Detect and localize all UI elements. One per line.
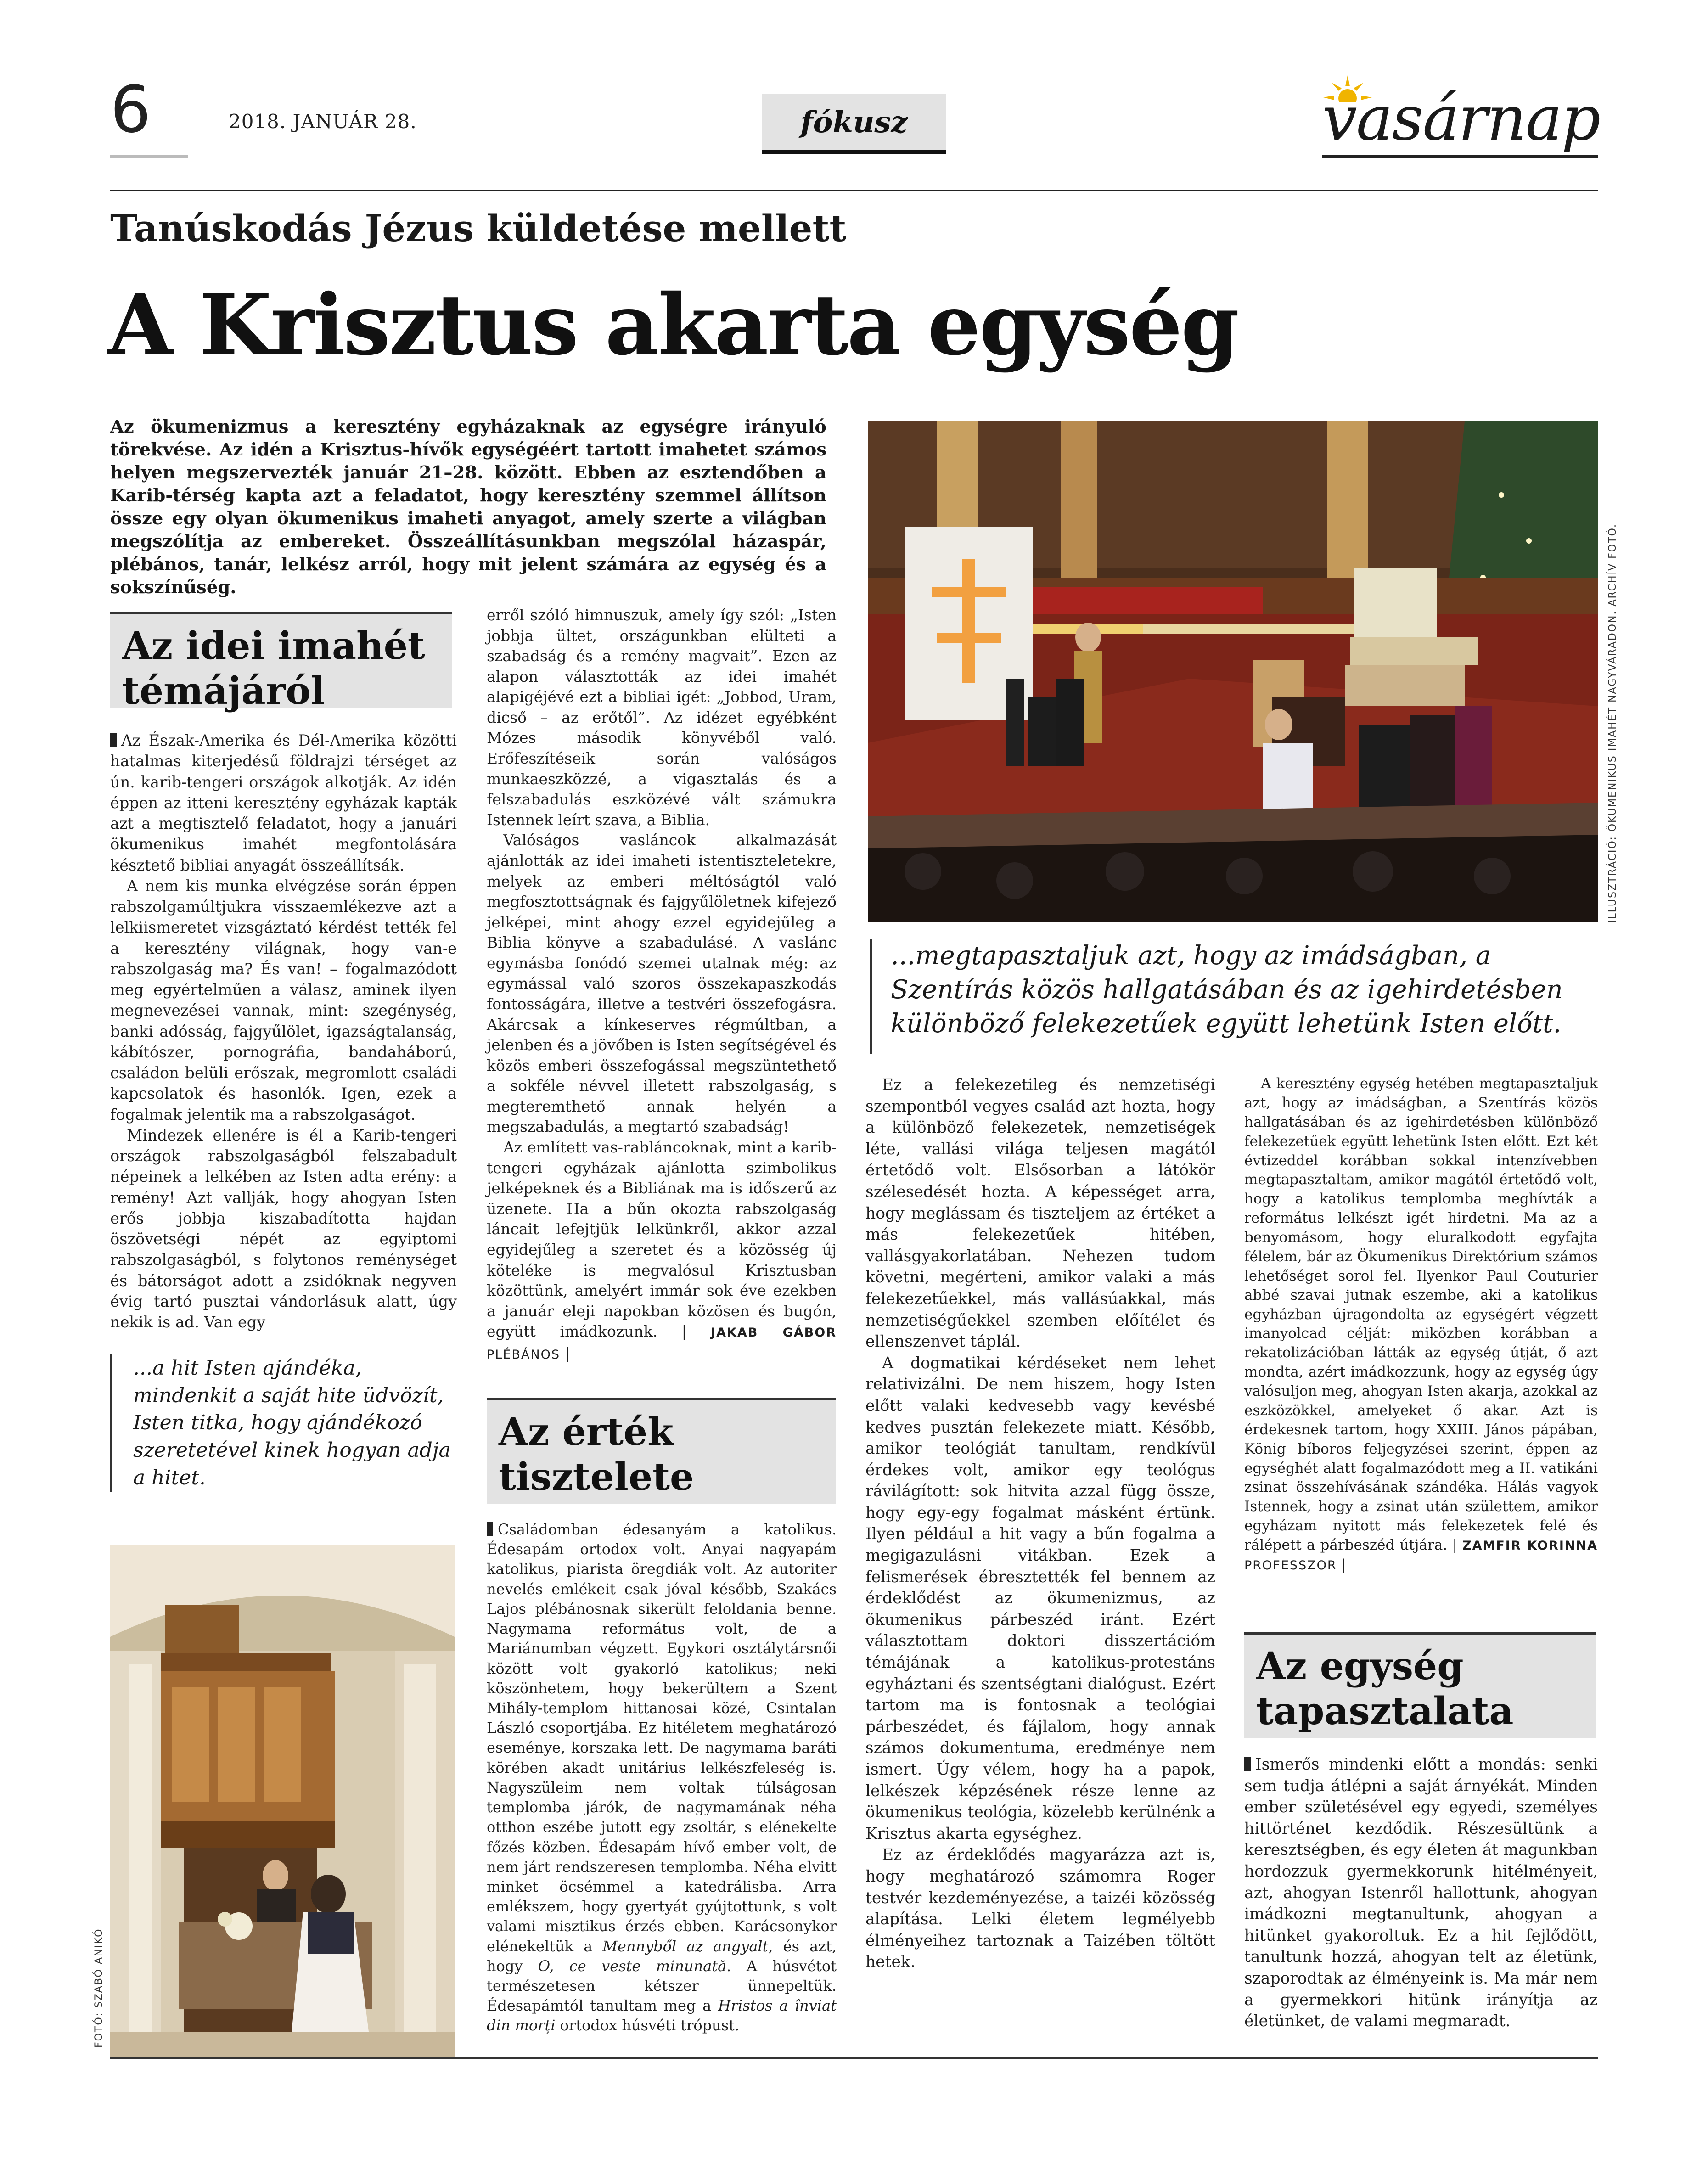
section-heading-imahet xyxy=(110,612,452,713)
article-lead: Az ökumenizmus a keresztény egyházaknak az egységre irányuló törekvése. Az idén a Krisztus-hívők egységéért tartott imahetet számos helyen megszervezték január 21–28. között. Ebben az esztendőben a Karib-térség kapta azt a feladatot, hogy keresztény szemmel állítson össze egy olyan ökumenikus imaheti anyagot, amely szerte a világban megszólítja az embereket. Összeállításunkban megszólal házaspár, plébános, tanár, lelkész arról, hogy mit jelent számára az egység és a sokszínűség. xyxy=(110,416,826,598)
article-column-3 xyxy=(865,1074,1215,2052)
masthead-logo-text: vasárnap xyxy=(1322,83,1600,154)
byline-end-separator: | xyxy=(560,1344,570,1362)
article-kicker: Tanúskodás Jézus küldetése mellett xyxy=(110,207,847,250)
paragraph xyxy=(487,1137,837,1365)
paragraph-text: Az Észak-Amerika és Dél-Amerika közötti hatalmas kiterjedésű földrajzi térséget az ún. karib-tengeri országok alkotják. Az idén éppen az itteni keresztény egyházak kapták azt a megtisztelő feladatot, hogy a januári ökumenikus imahét megfontolására késztető bibliai anyagát összeállítsák. xyxy=(110,731,457,874)
masthead-rule xyxy=(1322,155,1598,158)
byline-role: PROFESSZOR xyxy=(1244,1558,1337,1573)
paragraph: erről szóló himnuszuk, amely így szól: „Isten jobbja ültet, országunkban elülteti a szabadság és a remény magvait”. Ezen az alapon választották az idei imahét alapigéjévé ezt a bibliai igét: „Jobbod, Uram, dicső – az erőtől”. Az idézet egyébként Mózes második könyvéből való. Erőfeszítéseik során valóságos munkaeszközzé, a vigasztalás és a felszabadulás eszközévé vált számukra Istennek leírt szava, a Biblia. xyxy=(487,606,837,829)
paragraph: Ez a felekezetileg és nemzetiségi szempontból vegyes család azt hozta, hogy a különböző felekezetek, nemzetiségek léte, vallási világa teljesen magától értetődő volt. Elsősorban a látókör szélesedését hozta. A képességet arra, hogy meglássam és tiszteljem az értéket a más felekezetűek hitében, vallásgyakorlatában. Nehezen tudom követni, megérteni, amikor valaki a más felekezetűekkel, más vallásúakkal, más nemzetiségűekkel szemben előítélet és ellenszenvet táplál. xyxy=(865,1076,1215,1351)
photo-ecumenical-service-image xyxy=(868,421,1598,922)
paragraph-marker xyxy=(487,1522,493,1536)
byline-author: ZAMFIR KORINNA xyxy=(1462,1539,1598,1553)
byline-separator: | xyxy=(681,1322,711,1341)
paragraph-text: Ismerős mindenki előtt a mondás: senki sem tudja átlépni a saját árnyékát. Minden ember születésével egy egyedi, személyes hittörténet kezdődik. Részesültünk a keresztségben, és egy életen át magunkban hordozzuk gyermekkorunk hitélményeit, azt, ahogyan Istenről hallottunk, ahogyan imádkozni megtanultunk, ahogyan a hitünket gyakoroltuk. Ez a hit fejlődött, tanultunk hozzá, ahogyan telt az életünk, szaporodtak az élményeink is. Ma már nem a gyermekkori hitünk irányítja az életünket, de valami megmaradt. xyxy=(1244,1755,1598,2031)
photo-credit: ILLUSZTRÁCIÓ: ÖKUMENIKUS IMAHÉT NAGYVÁRADON. ARCHÍV FOTÓ. xyxy=(1607,523,1618,923)
page-number-rule xyxy=(110,155,188,158)
paragraph xyxy=(1244,1074,1598,1575)
photo-wedding-pulpit xyxy=(110,1545,455,2057)
song-title: O, ce veste minunată xyxy=(538,1957,727,1975)
article-column-2 xyxy=(487,605,837,1381)
paragraph: Ez az érdeklődés magyarázza azt is, hogy meghatározó számomra Roger testvér kezdeményezése, a taizéi közösség alapítása. Lelki életem legmélyebb élményeihez tartoznak a Taizében töltött hetek. xyxy=(865,1846,1215,1972)
section-label xyxy=(762,94,946,154)
paragraph-text: Családomban édesanyám a katolikus. Édesapám ortodox volt. Anyai nagyapám katolikus, piarista öregdiák volt. Az autoriter nevelés emlékeit csak jóval később, Szakács Lajos plébánosnak sikerült feloldania benne. Nagymama református volt, de a Mariánumban végzett. Egykori osztálytársnői között volt gyakorló katolikus; neki köszönhetem, hogy bekerültem a Szent Mihály-templom hittanosai közé, Csintalan László csoportjába. Ez hitéletem meghatározó eseménye, korszaka lett. De nagymama baráti körében akadt unitárius lelkészfeleség is. Nagyszüleim nem voltak túlságosan templomba járók, de nagymamának néha otthon eszébe jutott egy zsoltár, s elénekelte főzés közben. Édesapám hívő ember volt, de nem járt rendszeresen templomba. Néha elvitt minket öcsémmel a katedrálisba. Arra emlékszem, hogy gyertyát gyújtottunk, s volt valami misztikus érzés ebben. Karácsonykor elénekeltük a xyxy=(487,1521,837,1955)
paragraph-marker xyxy=(110,733,117,747)
song-title: Mennyből az angyalt xyxy=(602,1937,769,1955)
paragraph: A nem kis munka elvégzése során éppen rabszolgamúltjukra visszaemlékezve azt a lelkiismeretet vizsgáztató kérdést tették fel a keresztény világnak, hogy van-e rabszolgaság ma? És van! – fogalmazódott meg egyértelműen a válasz, aminek ilyen megnevezései vannak, mint: szegénység, banki adósság, fajgyűlölet, igazságtalanság, kábítószer, pornográfia, bandaháború, családon belüli erőszak, megromlott családi kapcsolatok és hasonlók. Igen, ezek a fogalmak jelentik ma a rabszolgaságot. xyxy=(110,877,457,1124)
header-divider xyxy=(110,190,1598,191)
paragraph xyxy=(487,1520,837,2036)
section-heading-line: Az egység xyxy=(1256,1644,1464,1688)
section-heading-line: Az idei imahét xyxy=(122,624,425,668)
section-heading-line: tapasztalata xyxy=(1256,1689,1514,1733)
pull-quote: ...megtapasztaljuk azt, hogy az imádságban, a Szentírás közös hallgatásában és az igehirdetésben különböző felekezetűek együtt lehetünk Isten előtt. xyxy=(870,939,1598,1054)
paragraph-marker xyxy=(1244,1757,1251,1771)
photo-wedding-pulpit-image xyxy=(110,1545,455,2057)
article-column-4 xyxy=(1244,1074,1598,1602)
section-heading-line: tisztelete xyxy=(499,1455,694,1499)
footer-divider xyxy=(110,2057,1598,2059)
section-label-text: fókusz xyxy=(800,105,908,140)
paragraph-text: A keresztény egység hetében megtapasztaljuk azt, hogy az imádságban, a Szentírás közös hallgatásában és az igehirdetésben különböző felekezetűek együtt lehetünk Isten előtt. Ezt két évtizeddel korábban sokkal intenzívebben megtapasztaltam, amikor magától értetődő volt, hogy a katolikus templomba meghívták a református lelkészt igét hirdetni. Ma az a benyomásom, hogy eluralkodott egyfajta félelem, bár az Ökumenikus Direktórium számos lehetőséget sorol fel. Ilyenkor Paul Couturier abbé szavai jutnak eszembe, aki a katolikus egyházban újragondolta az egységért végzett imanyolcad célját: miközben korábban a rekatolizációban látták az egység útját, ő azt mondta, azért imádkozzunk, hogy az egység úgy valósuljon meg, ahogyan Isten akarja, azokkal az eszközökkel, amelyeket ő akar. Azt is érdekesnek tartom, hogy XXIII. János pápában, König bíboros feljegyzései szerint, éppen az egységhét alatt fogalmazódott meg a II. vatikáni zsinat összehívásának szándéka. Hálás vagyok Istennek, hogy a zsinat után születtem, amikor egyházam nyitott más felekezetek felé és rálépett a párbeszéd útjára. xyxy=(1244,1075,1598,1553)
pull-quote: ...a hit Isten ajándéka, mindenkit a saját hite üdvözít, Isten titka, hogy ajándékozó szeretetével kinek hogyan adja a hitet. xyxy=(110,1354,459,1492)
paragraph-text: . A húsvétot természetesen kétszer ünnepeltük. Édesapámtól tanultam meg a xyxy=(487,1957,837,2015)
paragraph: Valóságos vasláncok alkalmazását ajánlották az idei imaheti istentiszteletekre, melyek az emberi méltóságtól való megfosztottságnak és fajgyűlöletnek kifejező jelképei, mint ahogy ezzel egyidejűleg a Biblia könyve a szabadulásé. A vaslánc egymásba fonódó szemei utalnak még: az egymással való szoros összekapaszkodás fontosságára, illetve a testvéri összefogásra. Akárcsak a kínkeserves régmúltban, a jelenben és a jövőben is Isten segítségével és közös emberi összefogással megszüntethető a sokféle névvel illetett rabszolgaság, s megteremthető annak helyén a megszabadulás, a megtartó szabadság! xyxy=(487,831,837,1136)
section-heading-line: témájáról xyxy=(122,669,325,713)
paragraph: Mindezek ellenére is él a Karib-tengeri országok rabszolgaságból felszabadult népeinek a lelkében az Isten adta erény: a remény! Azt vallják, hogy ahogyan Isten erős jobbja kiszabadította hajdan öszövetségi népét az egyiptomi rabszolgaságból, s folytonos reménységet és bátorságot adott a zsidóknak negyven évig tartó pusztai vándorlásuk alatt, úgy nekik is ad. Van egy xyxy=(110,1126,457,1331)
article-column-1 xyxy=(110,730,457,1341)
article-column-4-lower xyxy=(1244,1754,1598,2052)
paragraph-text: ortodox húsvéti trópust. xyxy=(555,2017,740,2034)
byline-end-separator: | xyxy=(1337,1556,1346,1573)
paragraph-text: , és azt, hogy xyxy=(487,1937,837,1975)
song-title: Hristos a înviat din morți xyxy=(487,1997,837,2034)
section-heading-line: Az érték xyxy=(499,1410,674,1454)
paragraph xyxy=(1244,1754,1598,2032)
section-heading-egyseg xyxy=(1244,1632,1596,1738)
byline-role: PLÉBÁNOS xyxy=(487,1347,560,1362)
byline-author: JAKAB GÁBOR xyxy=(711,1326,837,1340)
paragraph xyxy=(110,730,457,876)
byline-separator: | xyxy=(1452,1537,1463,1553)
article-headline: A Krisztus akarta egység xyxy=(108,275,1238,374)
paragraph-text: Az említett vas-rabláncoknak, mint a karib-tengeri egyházak ajánlotta szimbolikus jelképeknek és a Bibliának ma is időszerű az üzenete. Ha a bűn okozta rabszolgaság láncait lefejtjük lelkünkről, akkor azzal egyidejűleg a szeretet és a közösség új köteléke is megvalósul Krisztusban közöttünk, amelyért immár sok éve ezekben a január eleji napokban közösen és bugón, együtt imádkozunk. xyxy=(487,1138,837,1341)
article-column-2-lower xyxy=(487,1520,837,2048)
masthead-logo[interactable] xyxy=(1322,78,1598,158)
paragraph: A dogmatikai kérdéseket nem lehet relativizálni. De nem hiszem, hogy Isten előtt valaki kedvesebb vagy kevésbé kedves pusztán felekezete miatt. Később, amikor teológiát tanultam, rendkívül érdekes volt, amikor egy teológus rávilágított: sok hitvita azzal függ össze, hogy egy-egy fogalmat másként értünk. Ilyen például a hit vagy a bűn fogalma a megigazulásni vitákban. Ezek a felismerések ébresztették fel bennem az érdeklődést az ökumenizmus, az ökumenikus párbeszéd iránt. Ezért választottam doktori disszertációm témájának a katolikus-protestáns egyháztani és szentségtani dialógust. Ezért tartom ma is fontosnak a teológiai párbeszédet, és fájlalom, hogy annak számos dokumentuma, eredménye nem ismert. Úgy vélem, hogy ha a papok, lelkészek képzésének része lenne az ökumenikus teológia, közelebb kerülnénk a Krisztus akarta egységhez. xyxy=(865,1354,1215,1843)
photo-ecumenical-service xyxy=(868,421,1598,922)
page-number: 6 xyxy=(110,73,152,147)
photo-credit: FOTÓ: SZABÓ ANIKÓ xyxy=(93,1928,105,2048)
section-heading-ertek xyxy=(487,1398,836,1504)
issue-date: 2018. JANUÁR 28. xyxy=(229,110,417,133)
